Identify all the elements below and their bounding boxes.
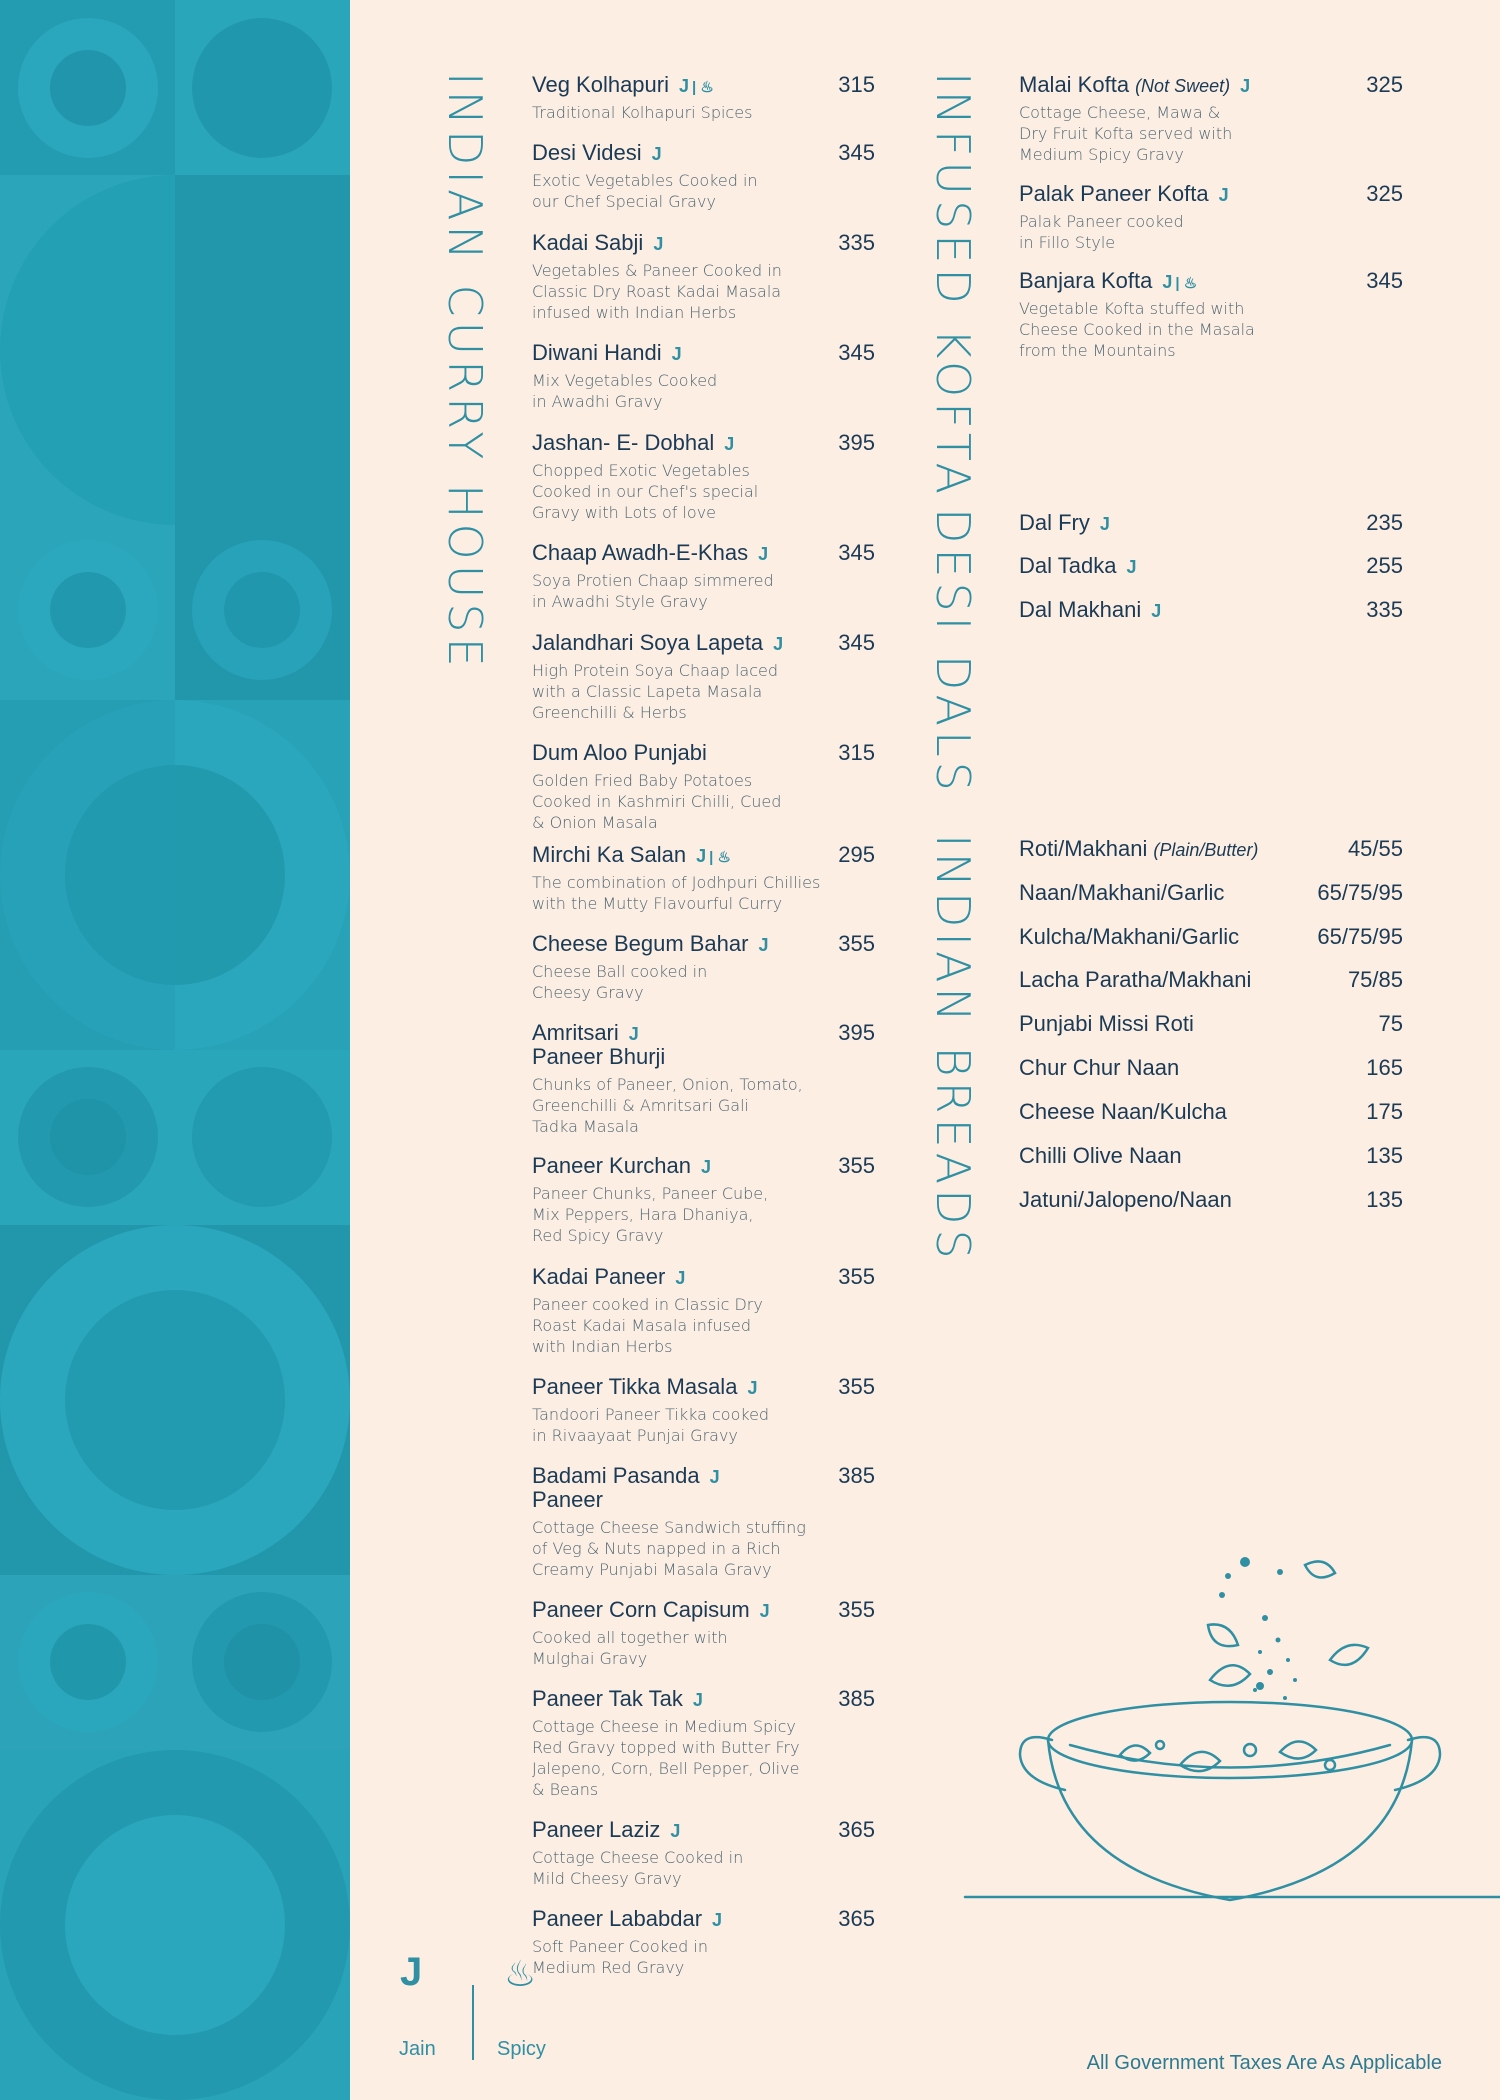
menu-item [532,1906,875,1978]
menu-item [532,740,875,833]
item-price: 315 [838,72,875,97]
bowl-illustration [960,1540,1500,1910]
jain-icon: J [1218,185,1229,205]
item-name-line2: Paneer Bhurji [532,1044,666,1069]
jain-icon: J [709,1467,720,1487]
item-description [532,1517,875,1580]
item-description [1019,298,1403,361]
item-name-text: Diwani Handi [532,340,662,365]
item-description-line: Cottage Cheese in Medium Spicy [532,1717,796,1736]
item-description-line: Soft Paneer Cooked in [532,1937,708,1956]
jain-icon: J [712,1910,723,1930]
menu-item [1019,181,1403,253]
item-description-line: Jalepeno, Corn, Bell Pepper, Olive [532,1759,800,1778]
item-description-line: Greenchilli & Herbs [532,703,687,722]
item-price: 235 [1366,510,1403,535]
item-description-line: Cooked in Kashmiri Chilli, Cued [532,792,782,811]
item-description [532,370,875,412]
section-title-indian-breads: INDIAN BREADS [926,834,980,1264]
section-title-curry-house: INDIAN CURRY HOUSE [438,72,492,672]
item-name-text: Paneer Corn Capisum [532,1597,750,1622]
item-description-line: Greenchilli & Amritsari Gali [532,1096,749,1115]
jain-symbol: J [400,1950,423,1994]
menu-item [532,1597,875,1669]
item-price: 165 [1366,1055,1403,1080]
item-price: 75 [1378,1011,1403,1036]
item-name [532,430,875,456]
menu-item [532,430,875,523]
item-description-line: Creamy Punjabi Masala Gravy [532,1560,772,1579]
item-description-line: Soya Protien Chaap simmered [532,571,774,590]
item-name [1019,72,1403,98]
item-name-text: Kadai Sabji [532,230,644,255]
menu-item [532,340,875,412]
jain-icon: J [1240,76,1251,96]
item-price: 355 [838,1374,875,1399]
item-description-line: Gravy with Lots of love [532,503,717,522]
item-description-line: & Onion Masala [532,813,658,832]
jain-icon: J [701,1157,712,1177]
item-description-line: Medium Red Gravy [532,1958,685,1977]
item-name-line2: Paneer [532,1487,603,1512]
item-description-line: Palak Paneer cooked [1019,212,1184,231]
item-description-line: The combination of Jodhpuri Chillies [532,873,821,892]
item-name [532,1817,875,1843]
item-name [1019,510,1403,536]
item-name-text: Veg Kolhapuri [532,72,669,97]
item-description-line: Traditional Kolhapuri Spices [532,103,753,122]
item-description-line: of Veg & Nuts napped in a Rich [532,1539,781,1558]
item-description-line: Red Gravy topped with Butter Fry [532,1738,800,1757]
item-description-line: Cottage Cheese, Mawa & [1019,103,1221,122]
menu-item [1019,1143,1403,1169]
item-description [532,1716,875,1800]
item-name-text: Badami Pasanda [532,1463,700,1488]
legend-divider [472,1985,474,2060]
jain-icon: J [696,846,707,866]
footer-tax-note: All Government Taxes Are As Applicable [1086,2052,1442,2074]
item-price: 365 [838,1906,875,1931]
item-price: 345 [1366,268,1403,293]
item-name [1019,1055,1403,1081]
item-price: 65/75/95 [1317,880,1403,905]
item-name-text: Malai Kofta [1019,72,1130,97]
item-description [532,1847,875,1889]
item-description-line: Cottage Cheese Sandwich stuffing [532,1518,806,1537]
menu-item [1019,510,1403,536]
menu-item [1019,1055,1403,1081]
menu-item [1019,72,1403,165]
item-description [532,1627,875,1669]
item-description-line: Exotic Vegetables Cooked in [532,171,758,190]
item-name-text: Paneer Lababdar [532,1906,703,1931]
item-price: 395 [838,430,875,455]
spicy-flame-icon: | ♨ [692,79,714,96]
item-name [1019,1011,1403,1037]
item-description-line: in Fillo Style [1019,233,1116,252]
item-name [532,1597,875,1623]
item-description [532,872,875,914]
item-price: 75/85 [1347,967,1403,992]
item-description-line: with a Classic Lapeta Masala [532,682,763,701]
spicy-flame-icon: | ♨ [1175,275,1198,292]
item-price: 325 [1366,181,1403,206]
item-price: 45/55 [1347,836,1403,861]
item-name [1019,268,1403,294]
item-description [532,1294,875,1357]
item-description [532,260,875,323]
jain-icon: J [758,935,769,955]
item-name-text: Dal Fry [1019,510,1090,535]
item-description-line: from the Mountains [1019,341,1176,360]
item-price: 355 [838,1264,875,1289]
jain-icon: J [758,544,769,564]
item-name-text: Cheese Begum Bahar [532,931,749,956]
item-price: 325 [1366,72,1403,97]
item-name-text: Mirchi Ka Salan [532,842,687,867]
item-price: 315 [838,740,875,765]
item-description-line: our Chef Special Gravy [532,192,716,211]
item-description [532,170,875,212]
item-name [532,140,875,166]
item-note: (Plain/Butter) [1153,840,1259,860]
item-name [1019,553,1403,579]
jain-icon: J [679,76,690,96]
item-description-line: Mix Vegetables Cooked [532,371,718,390]
item-name [532,1906,875,1932]
item-price: 385 [838,1463,875,1488]
item-name-text: Palak Paneer Kofta [1019,181,1209,206]
item-description-line: & Beans [532,1780,599,1799]
item-description-line: Paneer cooked in Classic Dry [532,1295,763,1314]
spicy-flame-icon: | ♨ [709,849,731,866]
menu-item [532,1020,875,1137]
menu-item [532,1374,875,1446]
item-description-line: in Awadhi Style Gravy [532,592,708,611]
item-name-text: Dal Makhani [1019,597,1142,622]
section-title-desi-dals: DESI DALS [926,508,980,796]
item-name [532,1264,875,1290]
item-price: 385 [838,1686,875,1711]
item-description-line: Mix Peppers, Hara Dhaniya, [532,1205,754,1224]
menu-item [532,230,875,323]
jain-icon: J [747,1378,758,1398]
item-name [1019,836,1403,862]
item-name-text: Kadai Paneer [532,1264,666,1289]
item-price: 65/75/95 [1317,924,1403,949]
item-description-line: Mulghai Gravy [532,1649,648,1668]
item-description [532,770,875,833]
menu-item [532,1153,875,1246]
jain-icon: J [1151,601,1162,621]
item-description [532,460,875,523]
item-description-line: Tandoori Paneer Tikka cooked [532,1405,770,1424]
item-description-line: with the Mutty Flavourful Curry [532,894,783,913]
jain-icon: J [628,1024,639,1044]
item-name-text: Dal Tadka [1019,553,1117,578]
item-name [532,630,875,656]
item-price: 335 [838,230,875,255]
jain-icon: J [653,234,664,254]
menu-item [1019,836,1403,862]
menu-item [532,540,875,612]
item-description-line: Chunks of Paneer, Onion, Tomato, [532,1075,803,1094]
item-name [1019,1143,1403,1169]
jain-icon: J [651,144,662,164]
item-description [532,570,875,612]
item-description [532,660,875,723]
item-price: 355 [838,931,875,956]
item-description-line: Vegetables & Paneer Cooked in [532,261,782,280]
item-name [532,1153,875,1179]
menu-item [532,140,875,212]
item-description [1019,211,1403,253]
item-note: (Not Sweet) [1135,76,1231,96]
jain-icon: J [1099,514,1110,534]
item-description-line: Cheese Cooked in the Masala [1019,320,1255,339]
jain-icon: J [724,434,735,454]
item-name [532,230,875,256]
item-description [532,102,875,123]
item-description-line: with Indian Herbs [532,1337,673,1356]
item-name [532,931,875,957]
decorative-side-panel [0,0,350,2100]
item-name-text: Banjara Kofta [1019,268,1153,293]
item-price: 345 [838,140,875,165]
item-price: 135 [1366,1187,1403,1212]
item-description-line: in Rivaayaat Punjai Gravy [532,1426,738,1445]
item-name [532,740,875,766]
item-description-line: Dry Fruit Kofta served with [1019,124,1233,143]
item-description-line: Mild Cheesy Gravy [532,1869,682,1888]
item-price: 135 [1366,1143,1403,1168]
item-name [532,540,875,566]
item-description-line: Vegetable Kofta stuffed with [1019,299,1245,318]
menu-item [1019,597,1403,623]
item-name [532,842,875,868]
item-name [1019,1099,1403,1125]
item-description-line: Golden Fried Baby Potatoes [532,771,753,790]
menu-item [532,931,875,1003]
menu-item [1019,1187,1403,1213]
jain-label: Jain [399,2038,436,2060]
item-name-text: Chilli Olive Naan [1019,1143,1182,1168]
item-price: 175 [1366,1099,1403,1124]
item-price: 345 [838,340,875,365]
item-name-text: Cheese Naan/Kulcha [1019,1099,1227,1124]
item-name-text: Paneer Kurchan [532,1153,691,1178]
item-description-line: in Awadhi Gravy [532,392,663,411]
menu-item [532,1686,875,1800]
menu-item [1019,553,1403,579]
item-name [1019,1187,1403,1213]
item-name-text: Paneer Laziz [532,1817,661,1842]
item-name-text: Amritsari [532,1020,619,1045]
item-description-line: Cheese Ball cooked in [532,962,708,981]
item-description-line: Classic Dry Roast Kadai Masala [532,282,782,301]
item-name-text: Dum Aloo Punjabi [532,740,707,765]
item-description [532,1183,875,1246]
menu-item [532,630,875,723]
item-name [532,72,875,98]
item-price: 255 [1366,553,1403,578]
jain-icon: J [675,1268,686,1288]
menu-item [532,1463,875,1580]
menu-item [1019,1099,1403,1125]
menu-item [532,1817,875,1889]
item-description-line: Chopped Exotic Vegetables [532,461,750,480]
item-name-text: Kulcha/Makhani/Garlic [1019,924,1240,949]
item-description-line: Cheesy Gravy [532,983,644,1002]
item-price: 295 [838,842,875,867]
jain-icon: J [759,1601,770,1621]
item-name-text: Paneer Tak Tak [532,1686,683,1711]
item-description-line: Cooked in our Chef's special [532,482,759,501]
item-name-text: Paneer Tikka Masala [532,1374,738,1399]
item-name-text: Chur Chur Naan [1019,1055,1180,1080]
item-name [532,1020,875,1046]
item-name-text: Roti/Makhani [1019,836,1148,861]
item-description-line: Medium Spicy Gravy [1019,145,1184,164]
item-name-text: Naan/Makhani/Garlic [1019,880,1225,905]
jain-icon: J [670,1821,681,1841]
item-price: 345 [838,630,875,655]
item-name-text: Jalandhari Soya Lapeta [532,630,764,655]
item-price: 335 [1366,597,1403,622]
item-name-text: Lacha Paratha/Makhani [1019,967,1252,992]
item-name [532,1463,875,1489]
item-name-text: Jatuni/Jalopeno/Naan [1019,1187,1232,1212]
item-description-line: Cottage Cheese Cooked in [532,1848,744,1867]
item-description-line: Tadka Masala [532,1117,639,1136]
item-name [532,1686,875,1712]
jain-icon: J [692,1690,703,1710]
item-name-text: Desi Videsi [532,140,642,165]
menu-item [532,72,875,123]
menu-item [1019,268,1403,361]
menu-item [1019,880,1403,906]
item-name [1019,597,1403,623]
flame-icon: ♨ [504,1954,537,1995]
item-description-line: High Protein Soya Chaap laced [532,661,778,680]
item-price: 365 [838,1817,875,1842]
item-description-line: Paneer Chunks, Paneer Cube, [532,1184,769,1203]
menu-item [532,842,875,914]
item-name-text: Chaap Awadh-E-Khas [532,540,749,565]
item-price: 355 [838,1597,875,1622]
item-description-line: infused with Indian Herbs [532,303,737,322]
item-name-text: Punjabi Missi Roti [1019,1011,1194,1036]
item-description [1019,102,1403,165]
menu-item [1019,967,1403,993]
item-name [532,1374,875,1400]
jain-icon: J [1126,557,1137,577]
section-title-infused-kofta: INFUSED KOFTA [926,72,980,499]
item-price: 355 [838,1153,875,1178]
jain-icon: J [671,344,682,364]
item-description [532,1936,875,1978]
item-description-line: Red Spicy Gravy [532,1226,664,1245]
item-description [532,1404,875,1446]
jain-icon: J [1162,272,1173,292]
item-name [532,340,875,366]
menu-item [1019,924,1403,950]
spicy-label: Spicy [497,2038,546,2060]
jain-icon: J [773,634,784,654]
item-name [1019,181,1403,207]
menu-item [1019,1011,1403,1037]
item-price: 395 [838,1020,875,1045]
item-description-line: Cooked all together with [532,1628,728,1647]
item-description [532,961,875,1003]
item-description-line: Roast Kadai Masala infused [532,1316,751,1335]
item-name [1019,967,1403,993]
item-name-text: Jashan- E- Dobhal [532,430,715,455]
item-description [532,1074,875,1137]
menu-item [532,1264,875,1357]
item-price: 345 [838,540,875,565]
